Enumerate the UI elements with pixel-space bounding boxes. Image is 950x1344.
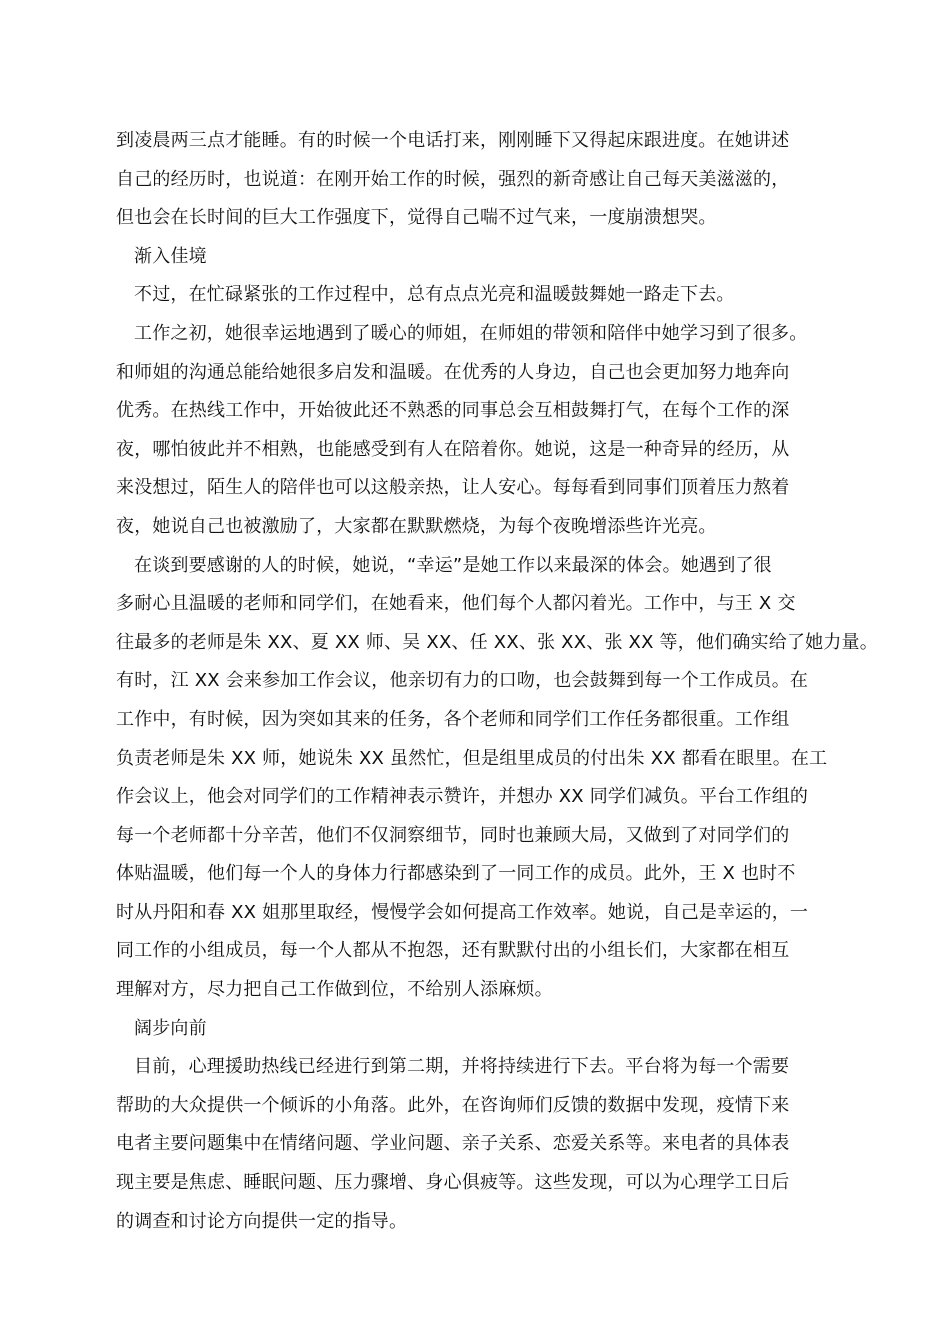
paragraph-line: 作会议上，他会对同学们的工作精神表示赞许，并想办 XX 同学们减负。平台工作组的 — [116, 786, 809, 808]
paragraph-line: 多耐心且温暖的老师和同学们，在她看来，他们每个人都闪着光。工作中，与王 X 交 — [116, 593, 796, 615]
paragraph-line: 电者主要问题集中在情绪问题、学业问题、亲子关系、恋爱关系等。来电者的具体表 — [116, 1133, 790, 1155]
paragraph-line: 有时，江 XX 会来参加工作会议，他亲切有力的口吻，也会鼓舞到每一个工作成员。在 — [116, 670, 809, 692]
paragraph-line: 夜，哪怕彼此并不相熟，也能感受到有人在陪着你。她说，这是一种奇异的经历，从 — [116, 438, 790, 460]
paragraph-line: 不过，在忙碌紧张的工作过程中，总有点点光亮和温暖鼓舞她一路走下去。 — [134, 284, 735, 306]
paragraph-line: 到凌晨两三点才能睡。有的时候一个电话打来，刚刚睡下又得起床跟进度。在她讲述 — [116, 130, 790, 151]
section-heading: 阔步向前 — [134, 1017, 207, 1039]
paragraph-line: 和师姐的沟通总能给她很多启发和温暖。在优秀的人身边，自己也会更加努力地奔向 — [116, 361, 790, 383]
paragraph-line: 帮助的大众提供一个倾诉的小角落。此外，在咨询师们反馈的数据中发现，疫情下来 — [116, 1094, 790, 1116]
paragraph-line: 工作中，有时候，因为突如其来的任务，各个老师和同学们工作任务都很重。工作组 — [116, 708, 790, 730]
paragraph-line: 现主要是焦虑、睡眠问题、压力骤增、身心俱疲等。这些发现，可以为心理学工日后 — [116, 1172, 790, 1194]
paragraph-line: 往最多的老师是朱 XX、夏 XX 师、吴 XX、任 XX、张 XX、张 XX 等，他们确实给了她力量。 — [116, 631, 878, 653]
paragraph-line: 的调查和讨论方向提供一定的指导。 — [116, 1210, 408, 1232]
paragraph-line: 但也会在长时间的巨大工作强度下，觉得自己喘不过气来，一度崩溃想哭。 — [116, 207, 717, 229]
paragraph-line: 自己的经历时，也说道：在刚开始工作的时候，强烈的新奇感让自己每天美滋滋的， — [116, 168, 790, 190]
paragraph-line: 时从丹阳和春 XX 姐那里取经，慢慢学会如何提高工作效率。她说，自己是幸运的，一 — [116, 901, 809, 923]
paragraph-line: 来没想过，陌生人的陪伴也可以这般亲热，让人安心。每每看到同事们顶着压力熬着 — [116, 477, 790, 499]
paragraph-line: 优秀。在热线工作中，开始彼此还不熟悉的同事总会互相鼓舞打气，在每个工作的深 — [116, 400, 790, 422]
paragraph-line: 目前，心理援助热线已经进行到第二期，并将持续进行下去。平台将为每一个需要 — [134, 1056, 790, 1078]
paragraph-line: 负责老师是朱 XX 师，她说朱 XX 虽然忙，但是组里成员的付出朱 XX 都看在眼里。在工 — [116, 747, 828, 769]
paragraph-line: 工作之初，她很幸运地遇到了暖心的师姐，在师姐的带领和陪伴中她学习到了很多。 — [134, 322, 808, 344]
paragraph-line: 在谈到要感谢的人的时候，她说，“幸运”是她工作以来最深的体会。她遇到了很 — [134, 554, 772, 576]
document-body — [116, 122, 878, 1241]
section-heading: 渐入佳境 — [134, 245, 207, 267]
paragraph-line: 理解对方，尽力把自己工作做到位，不给别人添麻烦。 — [116, 979, 553, 1001]
paragraph-line: 夜，她说自己也被激励了，大家都在默默燃烧，为每个夜晚增添些许光亮。 — [116, 515, 717, 537]
paragraph-line: 体贴温暖，他们每一个人的身体力行都感染到了一同工作的成员。此外，王 X 也时不 — [116, 863, 796, 885]
paragraph-line: 同工作的小组成员，每一个人都从不抱怨，还有默默付出的小组长们，大家都在相互 — [116, 940, 790, 962]
paragraph-line: 每一个老师都十分辛苦，他们不仅洞察细节，同时也兼顾大局，又做到了对同学们的 — [116, 824, 790, 846]
